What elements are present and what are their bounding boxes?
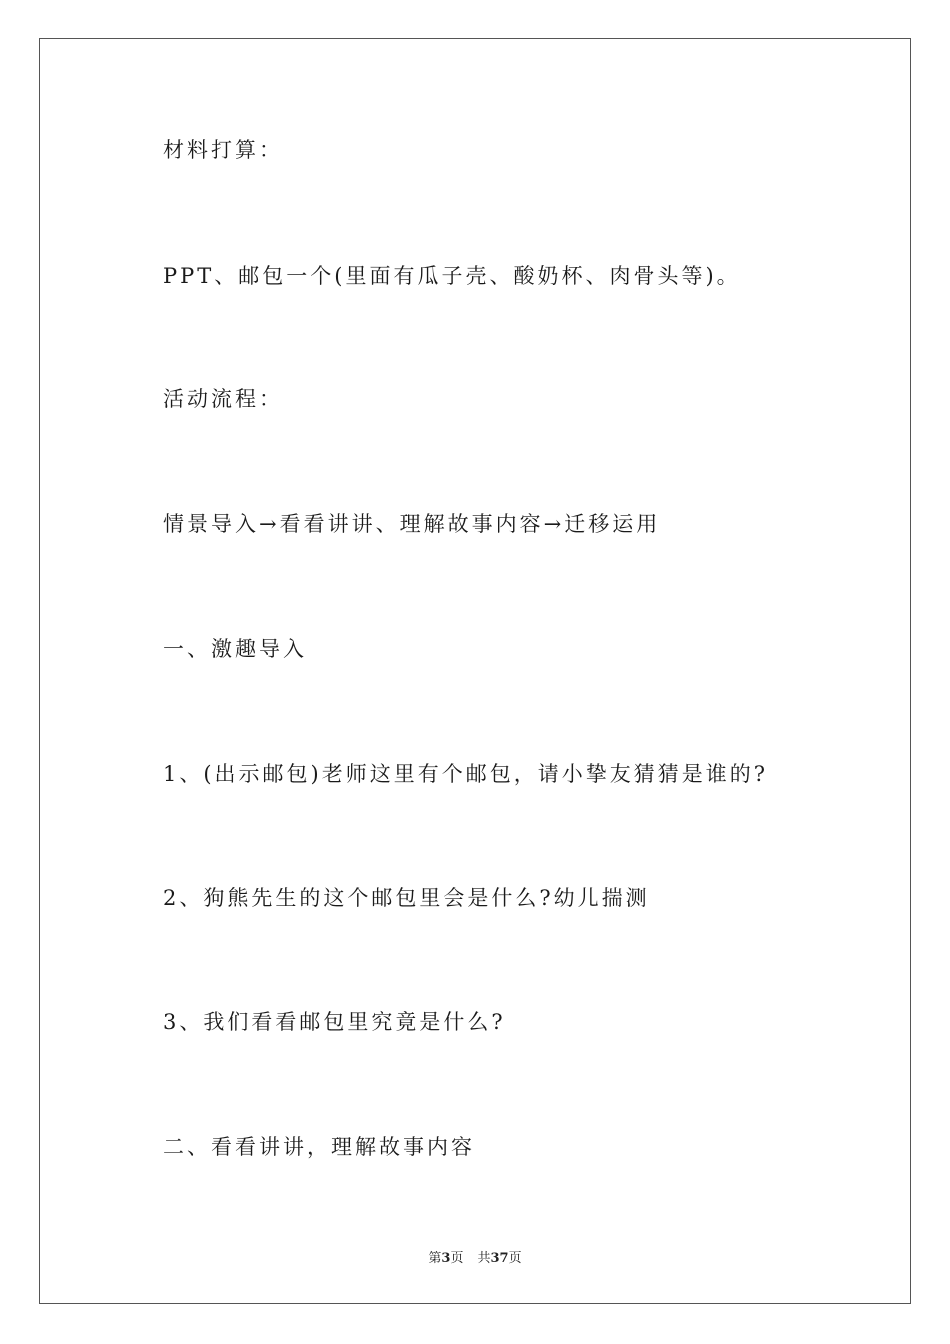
step-2-text: 2、狗熊先生的这个邮包里会是什么?幼儿揣测 xyxy=(163,886,650,910)
page-footer xyxy=(0,1247,950,1266)
footer-page-suffix: 页 xyxy=(450,1251,464,1266)
page-border xyxy=(39,38,911,1304)
step-1-text: 1、(出示邮包)老师这里有个邮包，请小挚友猜猜是谁的? xyxy=(163,762,769,786)
section-heading-2: 二、看看讲讲，理解故事内容 xyxy=(163,1135,475,1159)
section-label-materials: 材料打算： xyxy=(163,138,283,162)
process-flow: 情景导入→看看讲讲、理解故事内容→迁移运用 xyxy=(163,512,661,536)
step-3-text: 3、我们看看邮包里究竟是什么? xyxy=(163,1010,506,1034)
footer-total-pages: 37 xyxy=(490,1251,509,1266)
footer-total-suffix: 页 xyxy=(508,1251,522,1266)
footer-total-prefix: 共 xyxy=(477,1251,491,1266)
section-heading-1: 一、激趣导入 xyxy=(163,637,307,661)
footer-page-prefix: 第 xyxy=(428,1251,442,1266)
materials-list: PPT、邮包一个(里面有瓜子壳、酸奶杯、肉骨头等)。 xyxy=(163,264,741,288)
section-label-process: 活动流程： xyxy=(163,387,283,411)
footer-page-number: 3 xyxy=(441,1251,451,1266)
